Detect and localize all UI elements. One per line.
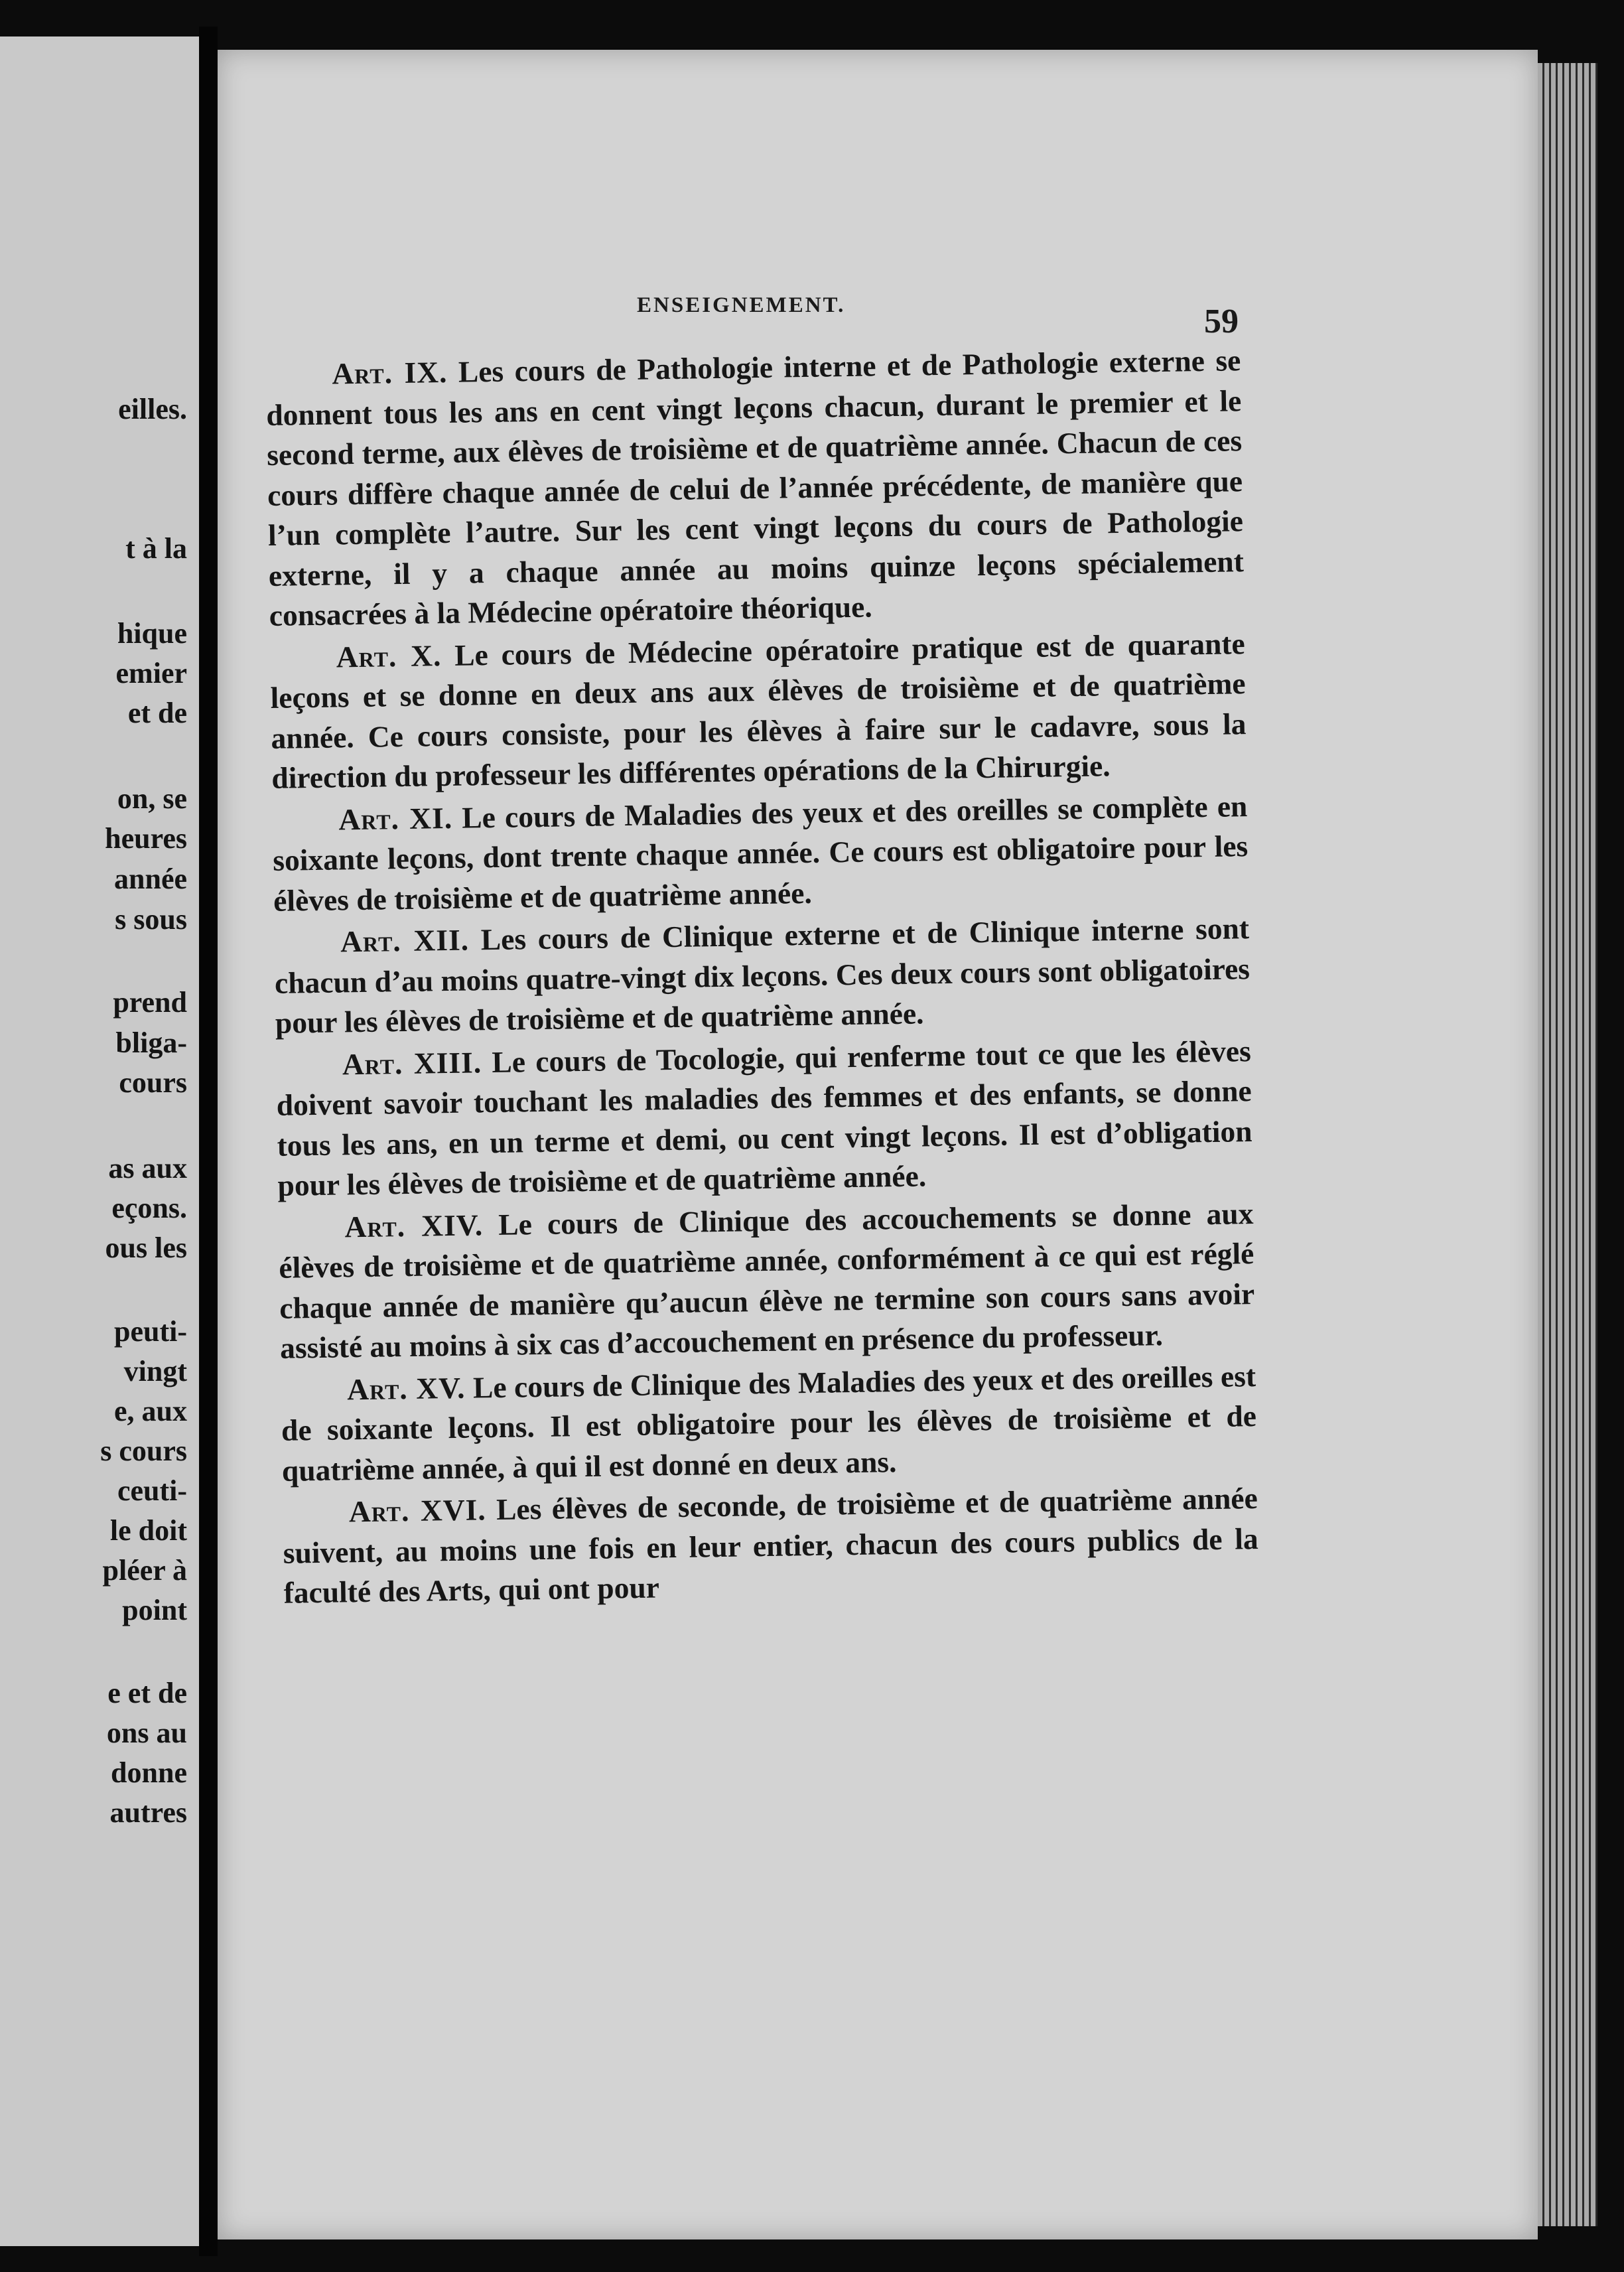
left-page-line: on, se [117, 782, 187, 815]
left-page-line: année [114, 863, 187, 895]
article-text: Le cours de Tocologie, qui renferme tout ce que les élèves doivent savoir touchant les maladies des femmes et des enfants, se donne tous les ans, en un terme et demi, ou cent vingt leçons. Il est d’obligation pour les élèves de troisième et de quatrième année. [276, 1033, 1252, 1202]
left-page-line: eçons. [111, 1192, 187, 1224]
left-page-line: et de [127, 697, 187, 729]
article-text: Le cours de Clinique des accouchements se donne aux élèves de troisième et de quatrième année, conformément à ce qui est réglé chaque année de manière qu’aucun élève ne termine son cours sans avoir assisté au moins à six cas d’accouchement en présence du professeur. [279, 1196, 1255, 1365]
left-page-line: ons au [106, 1717, 187, 1749]
left-page-line: eilles. [118, 393, 187, 425]
article-label: Art. XIV. [344, 1207, 484, 1243]
left-page-line: heures [105, 822, 187, 855]
article-label: Art. IX. [332, 354, 448, 391]
left-page-line: emier [115, 657, 187, 689]
article-12 [274, 908, 1251, 1043]
book-gutter [199, 27, 218, 2256]
article-15 [281, 1356, 1258, 1491]
page-number: 59 [1204, 303, 1239, 340]
article-label: Art. XIII. [342, 1044, 482, 1081]
article-text: Les cours de Pathologie interne et de Pathologie externe se donnent tous les ans en cent vingt leçons chacun, durant le premier et le second terme, aux élèves de troisième et de quatrième année. Chacun de ces cours diffère chaque année de celui de l’année précédente, de manière que l’un complète l’autre. Sur les cent vingt leçons du cours de Pathologie externe, il y a chaque année au moins quinze leçons spécialement consacrées à la Médecine opératoire théorique. [265, 343, 1245, 632]
page-edges [1538, 63, 1597, 2226]
article-label: Art. XII. [340, 922, 470, 959]
article-11 [272, 786, 1249, 921]
article-label: Art. X. [336, 638, 442, 674]
article-10 [269, 624, 1247, 799]
left-page [0, 36, 199, 2246]
left-page-line: ceuti- [117, 1474, 187, 1507]
article-text: Les cours de Clinique externe et de Clinique interne sont chacun d’au moins quatre-vingt dix leçons. Ces deux cours sont obligatoires pour les élèves de troisième et de quatrième année. [274, 911, 1251, 1040]
left-page-line: ous les [105, 1232, 187, 1264]
left-page-line: hique [117, 617, 187, 650]
left-page-line: le doit [109, 1514, 187, 1547]
article-13 [275, 1031, 1252, 1206]
page-body [265, 340, 1259, 1615]
left-page-line: donne [111, 1756, 187, 1789]
article-16 [282, 1478, 1259, 1613]
left-page-line: vingt [123, 1355, 187, 1387]
article-label: Art. XVI. [348, 1492, 487, 1529]
left-page-line: pléer à [102, 1554, 187, 1587]
left-page-line: s sous [115, 903, 187, 936]
article-14 [278, 1194, 1255, 1369]
article-text: Les élèves de seconde, de troisième et de quatrième année suivent, au moins une fois en leur entier, chacun des cours publics de la faculté des Arts, qui ont pour [283, 1481, 1258, 1610]
article-text: Le cours de Médecine opératoire pratique est de quarante leçons et se donne en deux ans aux élèves de troisième et de quatrième année. Ce cours consiste, pour les élèves à faire sur le cadavre, sous la direction du professeur les différentes opérations de la Chirurgie. [270, 626, 1247, 795]
left-page-line: bliga- [115, 1027, 187, 1059]
left-page-line: s cours [100, 1435, 187, 1467]
left-page-line: autres [109, 1796, 187, 1829]
running-header: ENSEIGNEMENT. [637, 293, 846, 317]
left-page-line: e, aux [114, 1395, 187, 1427]
left-page-line: as aux [108, 1152, 187, 1184]
article-label: Art. XV. [346, 1370, 466, 1406]
left-page-line: e et de [107, 1677, 187, 1709]
left-page-line: prend [113, 986, 187, 1019]
left-page-line: peuti- [114, 1315, 187, 1348]
article-label: Art. XI. [338, 800, 453, 836]
article-text: Le cours de Clinique des Maladies des yeux et des oreilles est de soixante leçons. Il est obligatoire pour les élèves de troisième et de quatrième année, à qui il est donné en deux ans. [281, 1358, 1257, 1488]
left-page-line: cours [119, 1066, 187, 1099]
left-page-line: t à la [125, 532, 187, 565]
left-page-line: point [122, 1594, 187, 1626]
article-text: Le cours de Maladies des yeux et des oreilles se complète en soixante leçons, dont trente chaque année. Ce cours est obligatoire pour les élèves de troisième et de quatrième année. [272, 788, 1249, 918]
article-9 [265, 340, 1245, 636]
